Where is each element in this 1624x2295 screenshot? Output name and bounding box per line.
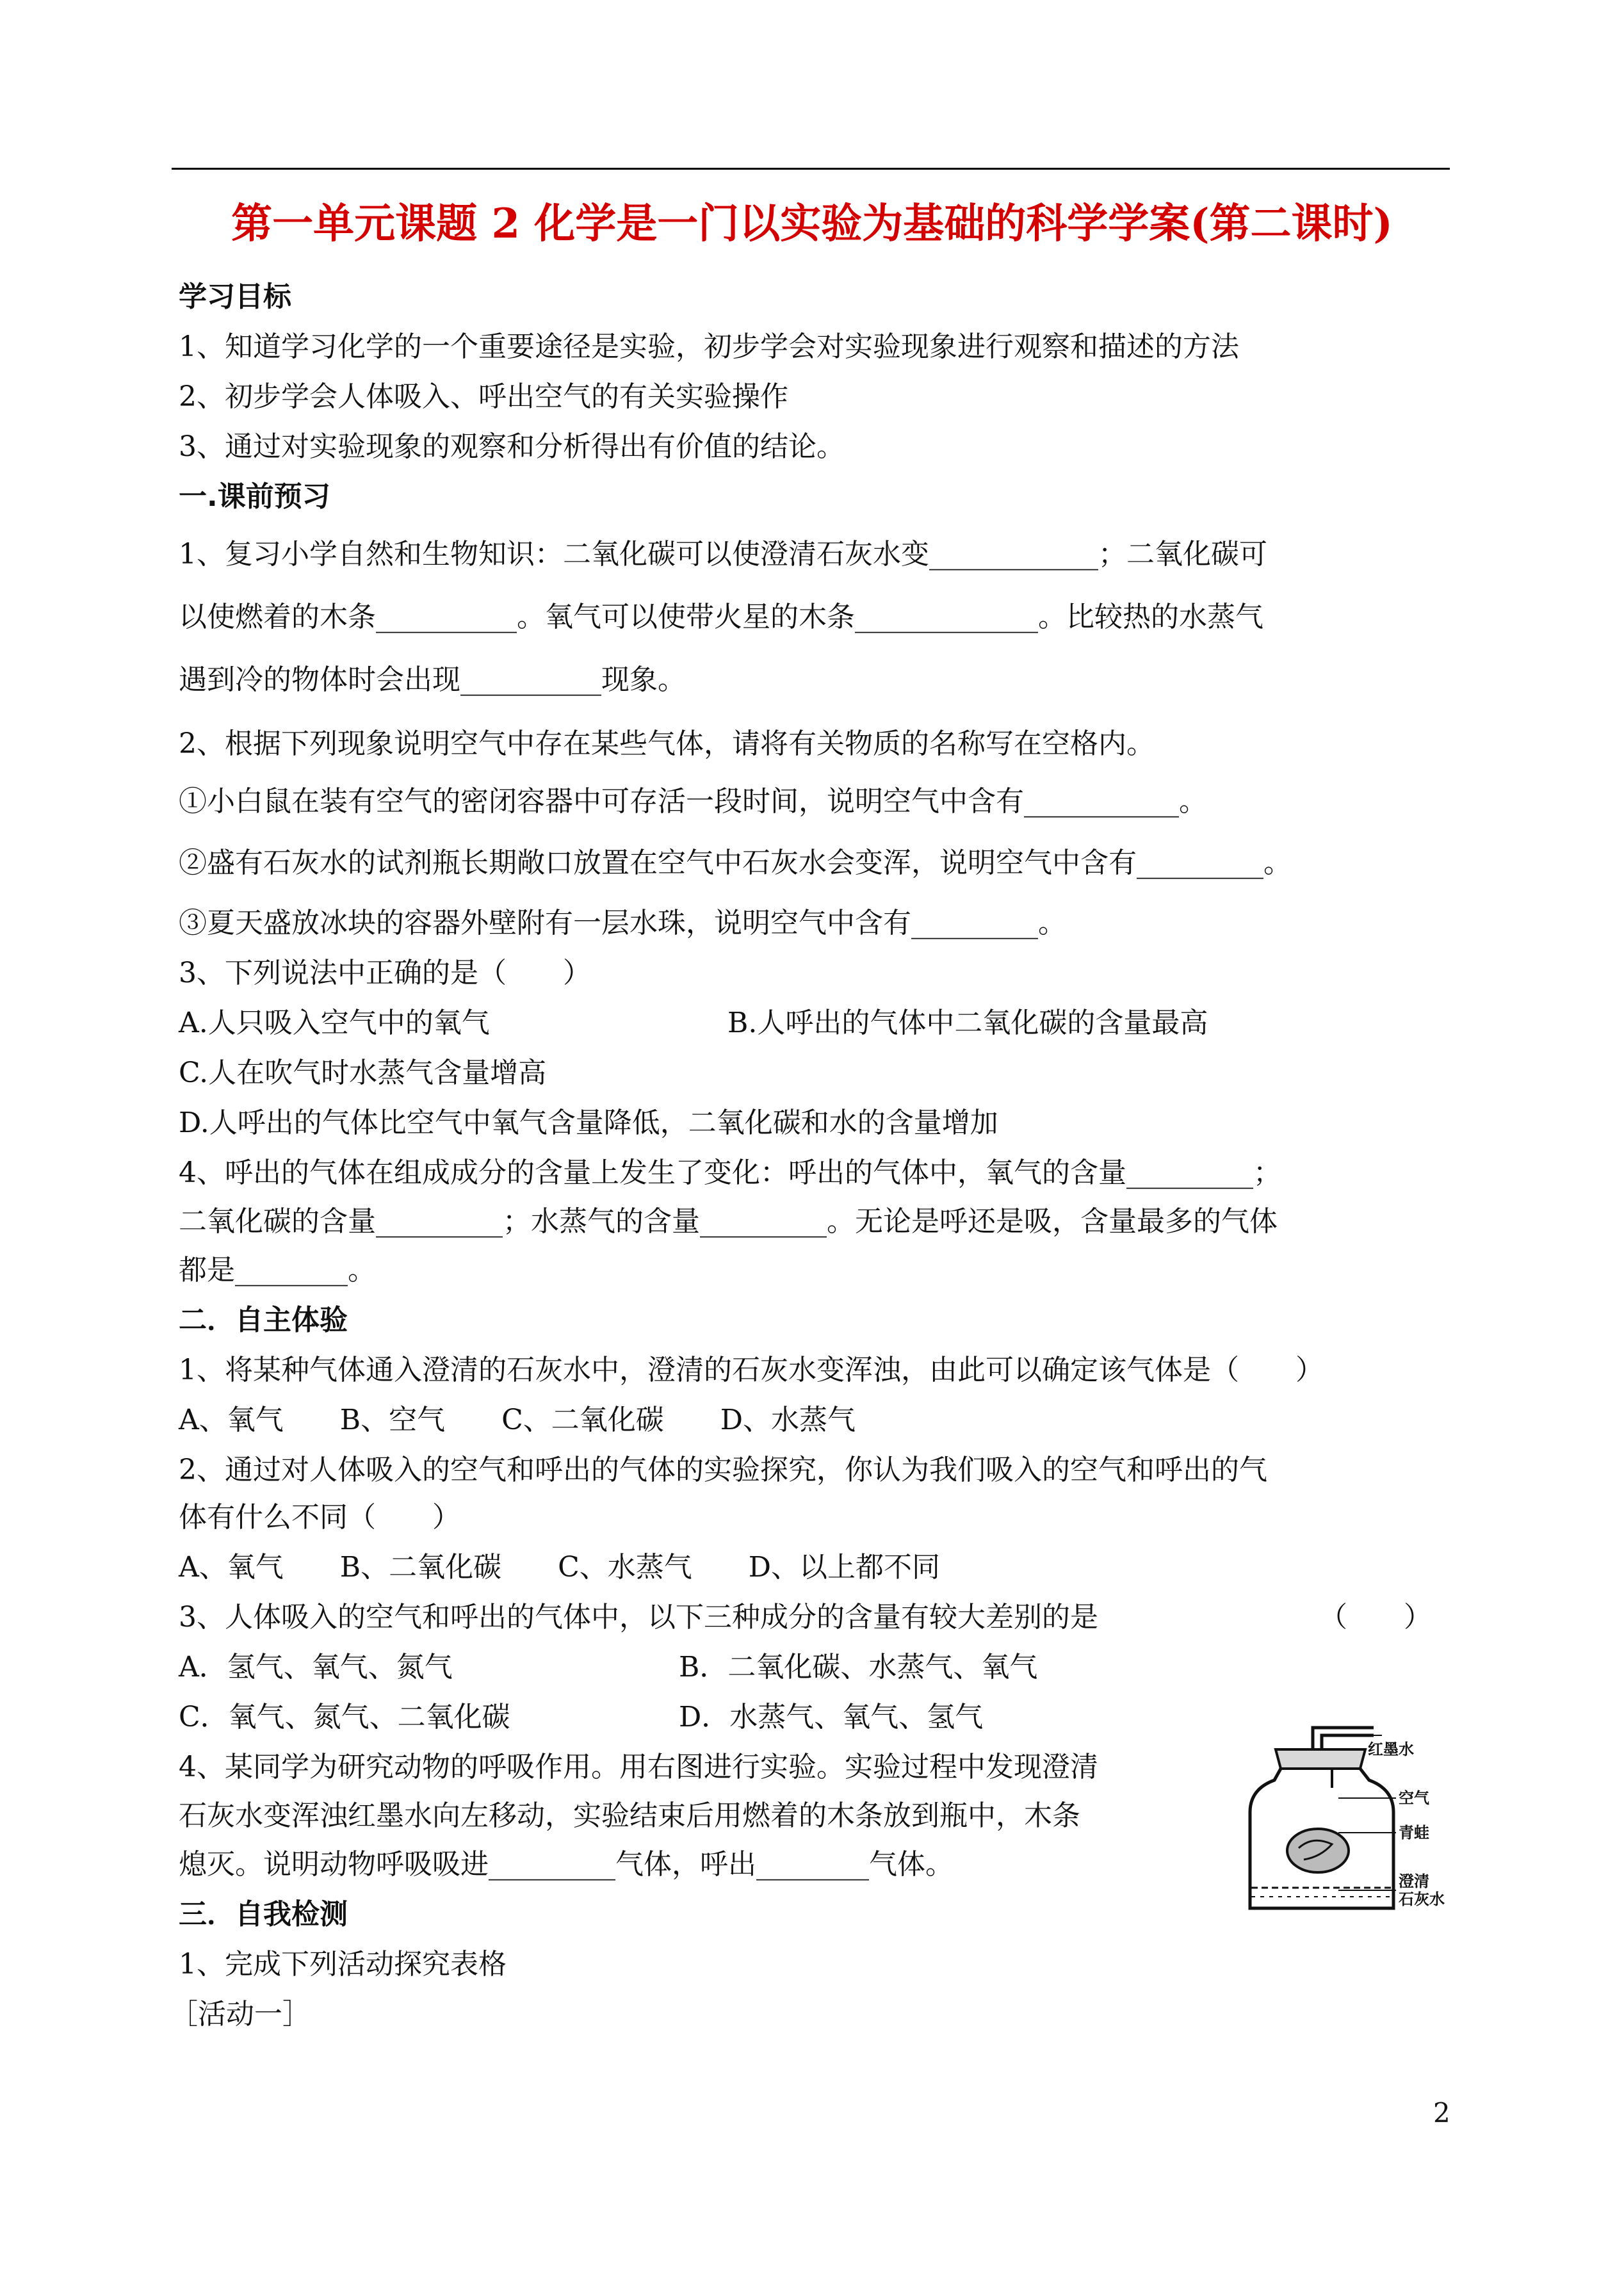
label-limewater: 石灰水 (1399, 1890, 1445, 1908)
preview-q3-option-c: C.人在吹气时水蒸气含量增高 (179, 1057, 547, 1089)
experience-q3-option-b: B．二氧化碳、水蒸气、氧气 (679, 1651, 1038, 1683)
label-red-ink: 红墨水 (1368, 1740, 1414, 1758)
preview-heading: 一.课前预习 (179, 480, 330, 513)
objective-item: 2、初步学会人体吸入、呼出空气的有关实验操作 (179, 380, 788, 413)
preview-q1-line: 以使燃着的木条__________。氧气可以使带火星的木条_____________。比较热的水蒸气 (179, 601, 1263, 633)
activity-label: ［活动一］ (170, 1998, 311, 2031)
preview-q3-option-b: B.人呼出的气体中二氧化碳的含量最高 (727, 1007, 1208, 1039)
page-number: 2 (1433, 2097, 1450, 2129)
experience-q1: 1、将某种气体通入澄清的石灰水中，澄清的石灰水变浑浊，由此可以确定该气体是（ ） (179, 1354, 1324, 1386)
experience-q3-option-c: C．氧气、氮气、二氧化碳 (179, 1701, 510, 1733)
preview-q4-line: 二氧化碳的含量_________；水蒸气的含量_________。无论是呼还是吸，含量最多的气体 (179, 1205, 1278, 1238)
experience-q1-options: A、氧气 B、空气 C、二氧化碳 D、水蒸气 (179, 1404, 856, 1436)
experience-q3-option-d: D．水蒸气、氧气、氢气 (679, 1701, 984, 1733)
objective-item: 1、知道学习化学的一个重要途径是实验，初步学会对实验现象进行观察和描述的方法 (179, 330, 1239, 363)
experience-heading: 二．自主体验 (179, 1304, 348, 1336)
preview-q3: 3、下列说法中正确的是（ ） (179, 957, 591, 989)
preview-q2-item: ②盛有石灰水的试剂瓶长期敞口放置在空气中石灰水会变浑，说明空气中含有_________。 (179, 847, 1292, 879)
preview-q4-line: 4、呼出的气体在组成成分的含量上发生了变化：呼出的气体中，氧气的含量_________； (179, 1156, 1281, 1189)
label-limewater: 澄清 (1399, 1872, 1429, 1890)
frog (1287, 1829, 1349, 1872)
objectives-heading: 学习目标 (179, 280, 291, 313)
label-air: 空气 (1399, 1789, 1429, 1807)
experience-q4-line: 石灰水变浑浊红墨水向左移动，实验结束后用燃着的木条放到瓶中，木条 (179, 1799, 1080, 1832)
experience-q3-paren: （ ） (1319, 1601, 1432, 1634)
self-check-heading: 三．自我检测 (179, 1898, 348, 1931)
label-frog: 青蛙 (1399, 1824, 1429, 1842)
frog-respiration-apparatus-figure (1242, 1723, 1454, 1915)
objective-item: 3、通过对实验现象的观察和分析得出有价值的结论。 (179, 430, 845, 463)
preview-q4-line: 都是________。 (179, 1254, 376, 1286)
page-title: 第一单元课题 2 化学是一门以实验为基础的科学学案(第二课时) (231, 200, 1393, 248)
glass-tube (1322, 1735, 1374, 1748)
experience-q2-options: A、氧气 B、二氧化碳 C、水蒸气 D、以上都不同 (179, 1551, 941, 1584)
header-rule (172, 168, 1450, 170)
preview-q2-item: ③夏天盛放冰块的容器外壁附有一层水珠，说明空气中含有_________。 (179, 907, 1066, 939)
experience-q2-line: 2、通过对人体吸入的空气和呼出的气体的实验探究，你认为我们吸入的空气和呼出的气 (179, 1454, 1267, 1486)
experience-q3: 3、人体吸入的空气和呼出的气体中，以下三种成分的含量有较大差别的是 (179, 1601, 1098, 1634)
self-check-q1: 1、完成下列活动探究表格 (179, 1948, 507, 1981)
preview-q3-option-a: A.人只吸入空气中的氧气 (179, 1007, 490, 1039)
preview-q1-line: 1、复习小学自然和生物知识：二氧化碳可以使澄清石灰水变____________；二氧化碳可 (179, 538, 1267, 571)
experience-q2-line: 体有什么不同（ ） (179, 1501, 460, 1534)
stopper (1276, 1749, 1365, 1769)
preview-q1-line: 遇到冷的物体时会出现__________现象。 (179, 663, 686, 696)
preview-q3-option-d: D.人呼出的气体比空气中氧气含量降低，二氧化碳和水的含量增加 (179, 1107, 998, 1139)
experience-q4-line: 4、某同学为研究动物的呼吸作用。用右图进行实验。实验过程中发现澄清 (179, 1751, 1098, 1783)
preview-q2: 2、根据下列现象说明空气中存在某些气体，请将有关物质的名称写在空格内。 (179, 727, 1155, 760)
experience-q4-line: 熄灭。说明动物呼吸吸进_________气体，呼出________气体。 (179, 1848, 954, 1881)
preview-q2-item: ①小白鼠在装有空气的密闭容器中可存活一段时间，说明空气中含有___________。 (179, 785, 1207, 818)
experience-q3-option-a: A．氢气、氧气、氮气 (179, 1651, 453, 1683)
